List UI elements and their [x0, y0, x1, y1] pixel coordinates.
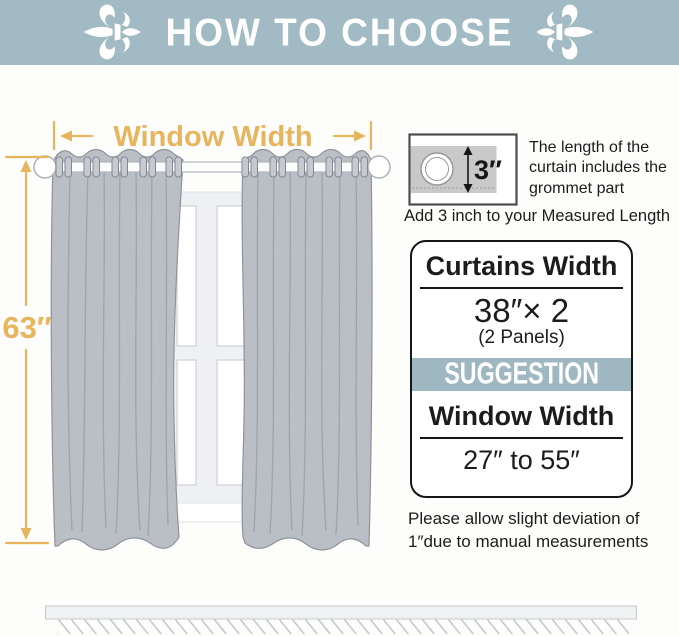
- floor-graphic: [45, 603, 637, 636]
- panels-note: (2 Panels): [478, 327, 565, 349]
- deviation-note-line2: 1″due to manual measurements: [408, 531, 649, 551]
- header-banner: [0, 0, 679, 65]
- grommet-diagram: [408, 133, 518, 206]
- divider: [420, 287, 623, 289]
- grommet-height-label: 3″: [474, 155, 502, 185]
- fleur-de-lis-icon: [66, 1, 162, 63]
- curtain-panel-left: [51, 150, 183, 551]
- divider: [420, 437, 623, 439]
- fleur-de-lis-icon: [515, 1, 611, 63]
- deviation-note-line1: Please allow slight deviation of: [408, 509, 640, 528]
- curtains-width-value: 38″× 2: [473, 291, 570, 329]
- window-width-range: 27″ to 55″: [463, 444, 580, 475]
- curtain-panel-right: [242, 150, 372, 551]
- window-width-title: Window Width: [428, 401, 615, 432]
- suggestion-band: [412, 358, 631, 391]
- deviation-note: [408, 508, 664, 554]
- add-length-instruction: Add 3 inch to your Measured Length: [404, 207, 671, 225]
- window-width-label: Window Width: [113, 121, 313, 153]
- curtain-length-measure: [6, 157, 48, 543]
- suggestion-label: SUGGESTION: [444, 357, 599, 391]
- page-title: HOW TO CHOOSE: [165, 10, 514, 54]
- size-info-box: [410, 240, 633, 498]
- curtain-length-label: 63″: [2, 310, 52, 345]
- curtain-window-illustration: [0, 100, 400, 605]
- curtains-width-title: Curtains Width: [425, 251, 618, 281]
- grommet-note: The length of the curtain includes the grommet part: [529, 139, 667, 197]
